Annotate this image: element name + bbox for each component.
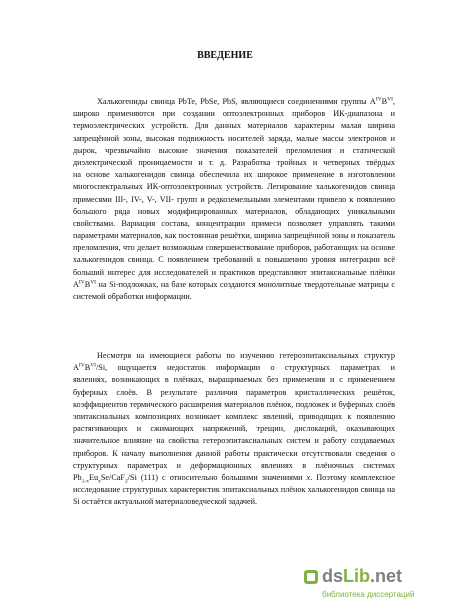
text-fragment: VI [90, 279, 97, 286]
text-fragment: /Si (111) с относительно большими значениями [127, 472, 307, 482]
text-fragment: явлениях, возникающих в плёнках, выращиваемых без применения и с применением [73, 375, 395, 385]
text-fragment: , [392, 97, 395, 106]
text-line [73, 448, 395, 460]
text-fragment: халькогенидов свинца. С появлением требований к повышению уровня интеграции всё [73, 255, 395, 265]
text-line [73, 254, 395, 266]
text-line [73, 472, 395, 484]
text-line [73, 291, 395, 303]
text-fragment: x [98, 478, 101, 485]
text-line [73, 411, 395, 423]
text-fragment: на основе халькогенидов свинца обеспечила их широкое применение в изготовлении [73, 170, 395, 180]
text-fragment: IV [78, 362, 85, 369]
text-fragment: свойствами. Вариация состава, концентрации примеси позволяет управлять такими [73, 218, 395, 228]
text-line [73, 435, 395, 447]
text-fragment: Халькогениды свинца PbTe, PbSe, PbS, являющиеся соединениями группы A [97, 97, 376, 106]
text-fragment: 2 [124, 478, 128, 485]
text-line [73, 108, 395, 120]
text-line [73, 206, 395, 218]
text-fragment: примесями III-, IV-, V-, VII- групп и редкоземельными элементами привело к появлению [73, 194, 395, 204]
text-fragment: приборов. К началу выполнения данной работы практически отсутствовали сведения о [73, 448, 395, 458]
watermark-logo-ds: ds [322, 566, 344, 586]
text-fragment: большого ряда новых модифицированных материалов, обладающих уникальными [73, 206, 395, 216]
text-fragment: дырок, чрезвычайно высокие значения показателей преломления и статической [73, 145, 395, 155]
text-fragment: 1-x [81, 478, 89, 485]
page-title: ВВЕДЕНИЕ [197, 50, 253, 61]
text-line [73, 279, 395, 291]
text-line [73, 145, 395, 157]
watermark-subtitle: библиотека диссертаций [322, 590, 415, 599]
text-fragment: VI [387, 96, 393, 103]
text-line [73, 157, 395, 169]
paragraph-1 [73, 96, 395, 303]
watermark-logo-lib: Lib [343, 566, 371, 586]
text-fragment: широко применяются при создании оптоэлектронных приборов ИК-диапазона и [73, 109, 395, 119]
text-fragment: параметрами материалов, как постоянная решётки, ширина запрещённой зоны и показатель [73, 231, 395, 241]
text-fragment: системой обработки информации. [73, 292, 192, 301]
text-line [73, 218, 395, 230]
text-line [73, 194, 395, 206]
text-line [73, 423, 395, 435]
text-fragment: Si остаётся актуальной материаловедческой задачей. [73, 497, 258, 507]
text-fragment: растягивающих и сжимающих напряжений, трещин, дислокаций, оказывающих [73, 424, 395, 434]
text-fragment: больший интерес для исследователей и практиков представляют эпитаксиальные плёнки [73, 267, 395, 277]
text-fragment: IV [375, 96, 382, 103]
dslib-logo-icon [304, 570, 318, 584]
text-fragment: структурных параметрах и деформационных явлениях в плёночных системах [73, 460, 395, 470]
text-fragment: на Si-подложках, на базе которых создаются монолитные твердотельные матрицы с [96, 279, 395, 289]
text-fragment: B [84, 279, 91, 289]
text-fragment: B [84, 363, 91, 373]
text-line [73, 399, 395, 411]
text-fragment: буферных слоёв. В результате различия параметров кристаллических решёток, [73, 387, 395, 397]
text-line [73, 387, 395, 399]
text-fragment: преломления, что делает возможным совершенствование приборов, работающих на основе [73, 243, 395, 253]
text-fragment: Eu [89, 472, 99, 482]
text-line [73, 133, 395, 145]
paragraph-2 [73, 350, 395, 508]
text-line [73, 484, 395, 496]
text-fragment: /Si, ощущается недостаток информации о структурных параметрах и [96, 363, 395, 373]
text-fragment: Несмотря на имеющиеся работы по изучению гетероэпитаксиальных структур [97, 351, 395, 360]
text-fragment: термоэлектрических устройств. Для данных материалов характерны малая ширина [73, 121, 395, 131]
text-line [73, 496, 395, 508]
text-fragment: B [381, 97, 388, 106]
text-line [73, 169, 395, 181]
text-line [73, 267, 395, 279]
text-fragment: . Поэтому комплексное [310, 472, 395, 482]
text-fragment: эпитаксиальных композициях возникает комплекс явлений, приводящих к появлению [73, 411, 395, 421]
text-line [73, 181, 395, 193]
text-line [73, 242, 395, 254]
text-fragment: запрещённой зоны, высокая подвижность носителей заряда, малые массы электронов и [73, 133, 395, 143]
text-fragment: исследование структурных характеристик эпитаксиальных плёнок халькогенидов свинца на [73, 485, 395, 495]
text-line [73, 120, 395, 132]
text-line [73, 230, 395, 242]
text-fragment: многоспектральных ИК-оптоэлектронных устройств. Легирование халькогенидов свинца [73, 182, 395, 192]
text-line [73, 350, 395, 362]
text-fragment: x [306, 472, 311, 482]
watermark-logo [322, 566, 402, 587]
text-fragment: диэлектрической проницаемости и т. д. Разработка тройных и четверных твёрдых [73, 157, 395, 167]
watermark [322, 566, 442, 606]
text-fragment: A [73, 363, 79, 373]
text-fragment: A [73, 279, 79, 289]
text-fragment: коэффициентов термического расширения материалов плёнок, подложек и буферных слоёв [73, 399, 395, 409]
text-fragment: Pb [73, 472, 82, 482]
text-line [73, 96, 395, 108]
text-fragment: IV [78, 279, 85, 286]
text-line [73, 374, 395, 386]
watermark-logo-net: .net [370, 566, 403, 586]
text-line [73, 460, 395, 472]
text-fragment: значительное влияние на свойства гетероэпитаксиальных систем и работу создаваемых [73, 436, 395, 446]
text-fragment: Se/CaF [100, 472, 125, 482]
text-line [73, 362, 395, 374]
text-fragment: VI [90, 362, 97, 369]
